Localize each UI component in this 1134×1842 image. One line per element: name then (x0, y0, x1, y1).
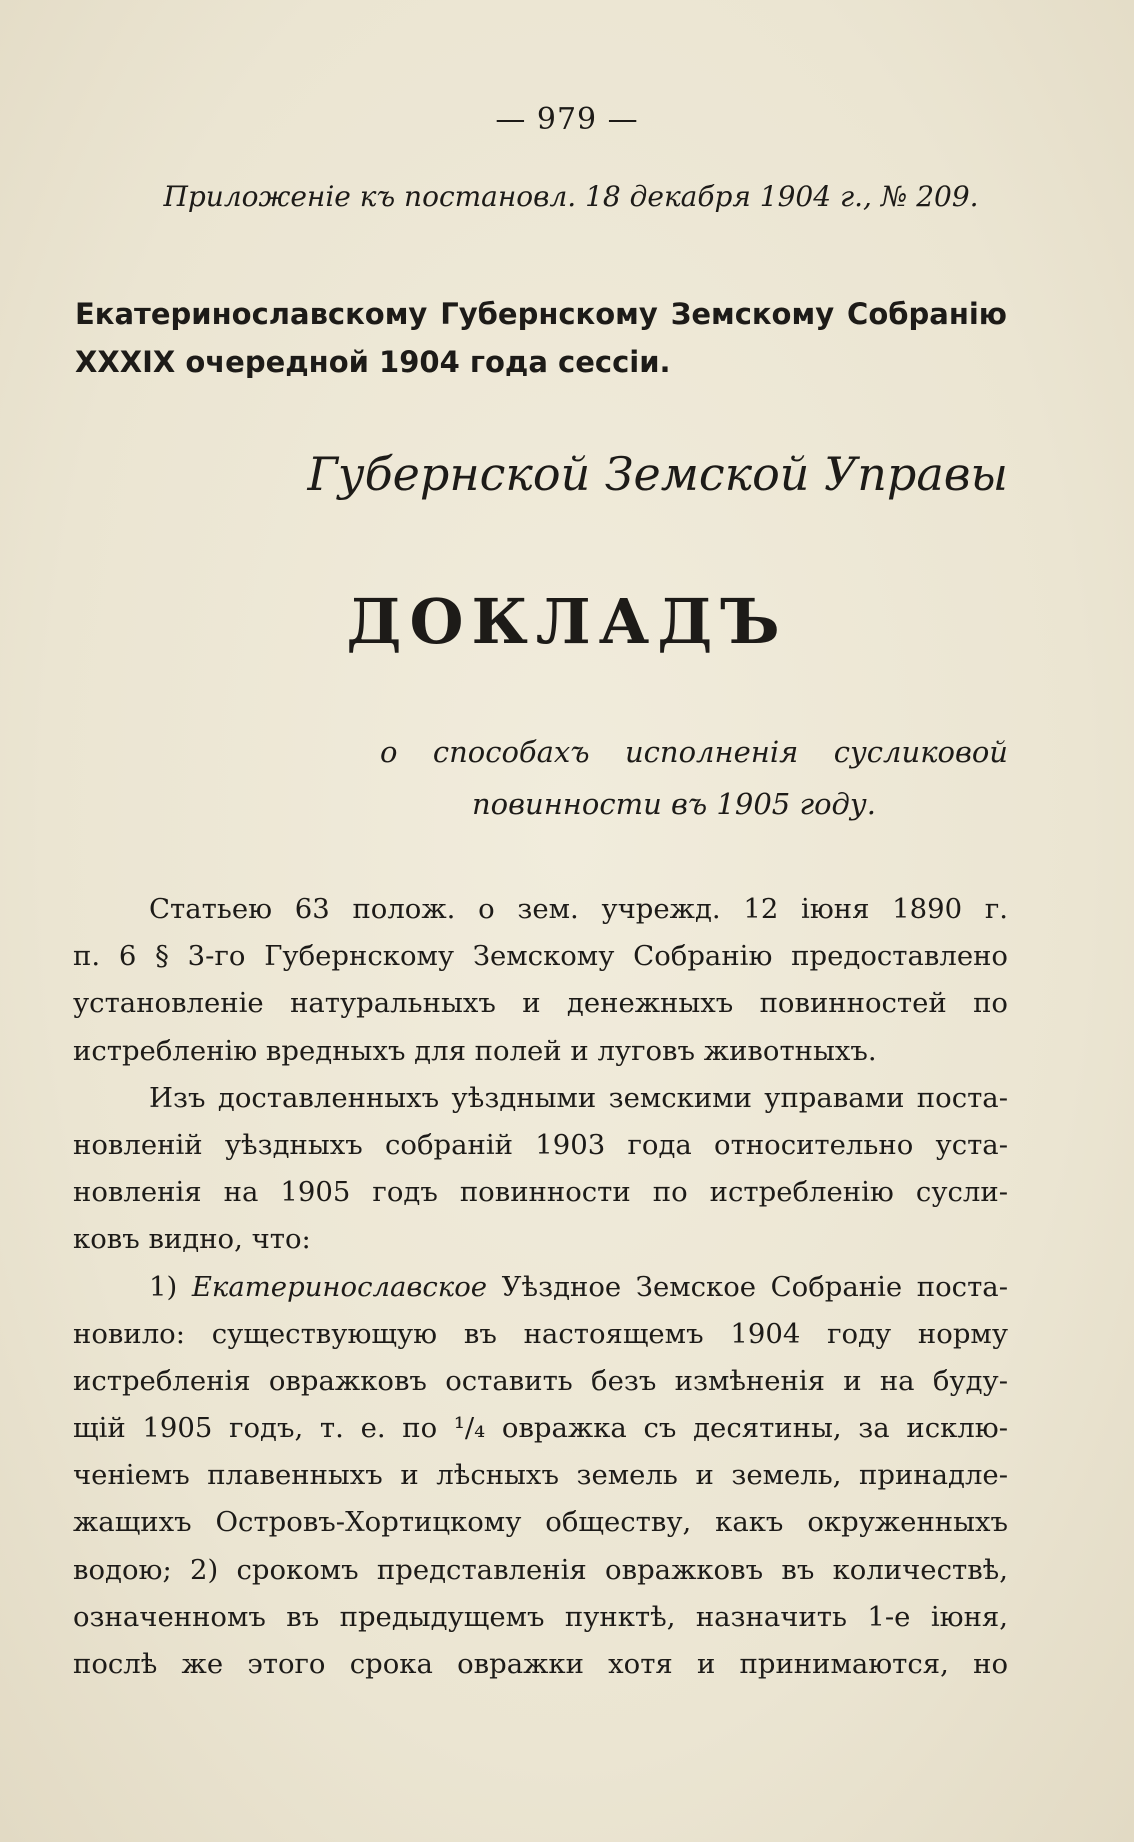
item-number: 1) (149, 1270, 178, 1303)
appendix-note: Приложеніе къ постановл. 18 декабря 1904 г., № 209. (163, 180, 979, 213)
report-subject (380, 726, 1008, 830)
paragraph-1-line: Статьею 63 полож. о зем. учрежд. 12 іюня 1890 г. (149, 893, 1008, 925)
paragraph-3-first-rest: Уѣздное Земское Собраніе поста- (501, 1270, 1008, 1303)
subject-line-1: о способахъ исполненія сусликовой (380, 735, 1008, 769)
addressee-line-2: XXXIX очередной 1904 года сессіи. (75, 345, 671, 379)
addressee-heading (75, 290, 1007, 386)
paragraph-3-line: послѣ же этого срока овражки хотя и принимаются, но (73, 1648, 1008, 1680)
addressee-line-1: Екатеринославскому Губернскому Земскому Собранію (75, 297, 1007, 331)
subject-line-2: повинности въ 1905 году. (472, 787, 876, 821)
paragraph-2-line: новленій уѣздныхъ собраній 1903 года относительно уста- (73, 1128, 1008, 1161)
paragraph-3-line: водою; 2) срокомъ представленія овражковъ въ количествѣ, (73, 1553, 1008, 1586)
paragraph-3-line: жащихъ Островъ-Хортицкому обществу, какъ окруженныхъ (73, 1506, 1008, 1539)
paragraph-3-line: истребленія овражковъ оставить безъ измѣненія и на буду- (73, 1364, 1008, 1397)
paragraph-3-first-line (73, 1264, 1008, 1311)
paragraph-1-line: истребленію вредныхъ для полей и луговъ животныхъ. (73, 1034, 877, 1067)
paragraph-3-line: щій 1905 годъ, т. е. по ¹/₄ овражка съ десятины, за исклю- (73, 1412, 1008, 1445)
paragraph-1-line: установленіе натуральныхъ и денежныхъ повинностей по (73, 987, 1008, 1020)
paragraph-2-line: новленія на 1905 годъ повинности по истребленію сусли- (73, 1176, 1008, 1209)
paragraph-1-line: п. 6 § 3-го Губернскому Земскому Собранію предоставлено (73, 940, 1008, 973)
report-title: ДОКЛАДЪ (346, 585, 788, 658)
body-text (73, 886, 1008, 1688)
paragraph-3-line: означенномъ въ предыдущемъ пунктѣ, назначить 1-е іюня, (73, 1600, 1008, 1633)
paragraph-2-line: Изъ доставленныхъ уѣздными земскими управами поста- (149, 1081, 1008, 1114)
paragraph-3-line: новило: существующую въ настоящемъ 1904 году норму (73, 1317, 1008, 1350)
paragraph-3-line: ченіемъ плавенныхъ и лѣсныхъ земель и земель, принадле- (73, 1459, 1008, 1492)
district-name: Екатеринославское (191, 1270, 488, 1303)
page-number: — 979 — (495, 102, 639, 137)
paragraph-2-line: ковъ видно, что: (73, 1223, 311, 1256)
board-title: Губернской Земской Управы (307, 447, 1008, 501)
